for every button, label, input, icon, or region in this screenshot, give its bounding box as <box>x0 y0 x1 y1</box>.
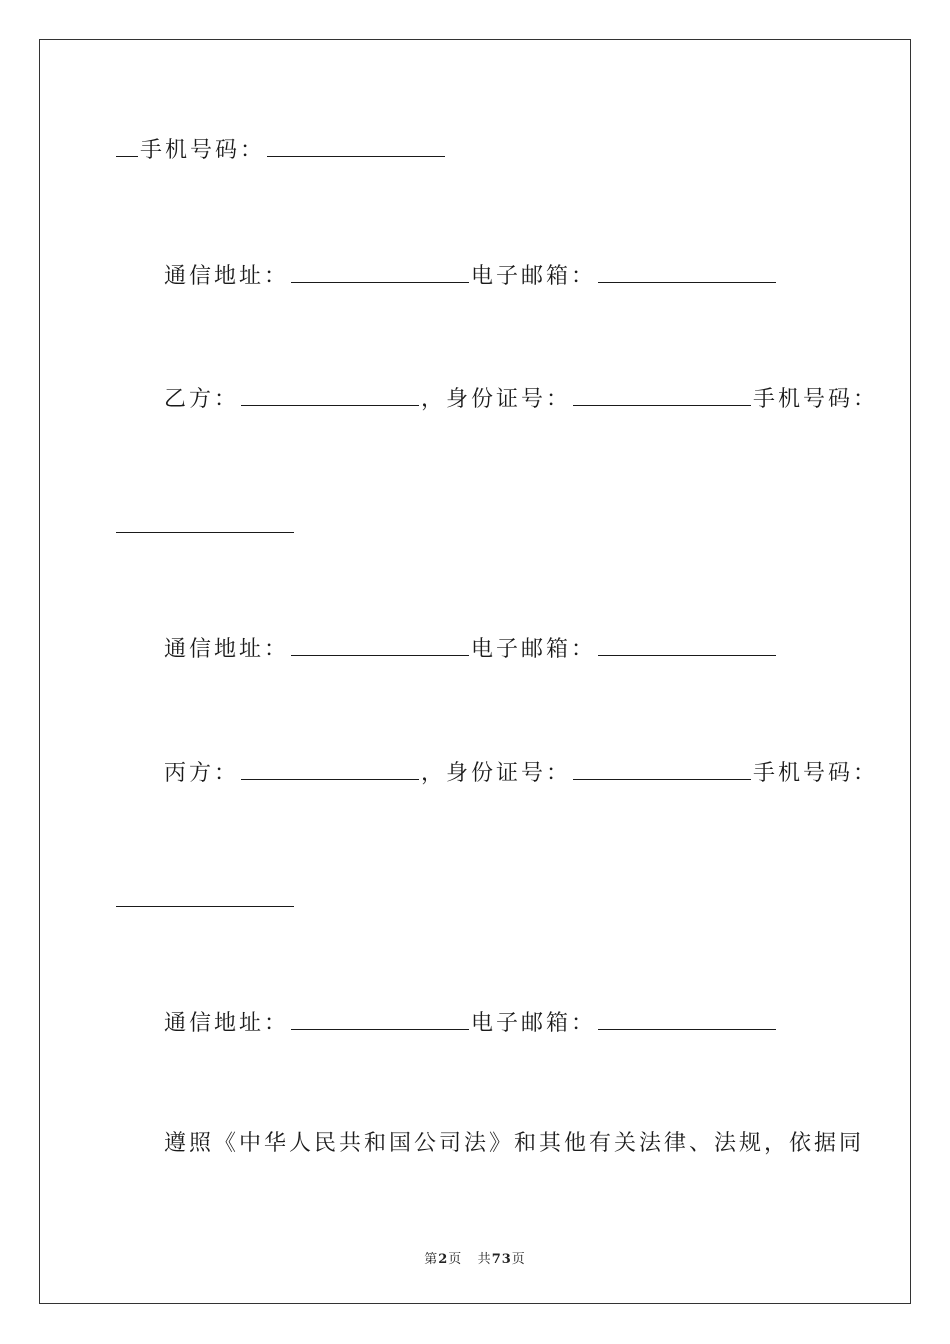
id-blank[interactable] <box>573 383 751 406</box>
address-label: 通信地址： <box>164 264 290 289</box>
address-label: 通信地址： <box>164 637 290 662</box>
address-blank[interactable] <box>291 633 469 656</box>
party-b-phone-blank[interactable] <box>116 532 294 533</box>
email-label: 电子邮箱： <box>471 264 597 289</box>
page-border <box>39 39 911 1304</box>
address-blank[interactable] <box>291 260 469 283</box>
id-label: 身份证号： <box>446 387 572 412</box>
email-label: 电子邮箱： <box>471 637 597 662</box>
party-b-name-blank[interactable] <box>241 383 419 406</box>
phone-label: 手机号码： <box>753 761 879 786</box>
total-suffix: 页 <box>511 1252 526 1267</box>
id-label: 身份证号： <box>446 761 572 786</box>
page-suffix: 页 <box>448 1252 463 1267</box>
page-footer <box>0 1248 950 1267</box>
total-prefix: 共 <box>477 1252 492 1267</box>
page-prefix: 第 <box>424 1252 439 1267</box>
email-blank[interactable] <box>598 260 776 283</box>
party-b-address-line <box>164 633 778 665</box>
email-blank[interactable] <box>598 1007 776 1030</box>
phone-label: 手机号码： <box>753 387 879 412</box>
phone-blank[interactable] <box>267 134 445 157</box>
phone-label: 手机号码： <box>140 138 266 163</box>
party-c-label: 丙方： <box>164 761 240 786</box>
page-total: 73 <box>491 1252 512 1267</box>
email-blank[interactable] <box>598 633 776 656</box>
id-blank[interactable] <box>573 757 751 780</box>
party-a-address-line <box>164 260 778 292</box>
party-c-phone-blank[interactable] <box>116 906 294 907</box>
party-c-address-line <box>164 1007 778 1039</box>
preamble-paragraph: 遵照《中华人民共和国公司法》和其他有关法律、法规，依据同 <box>164 1131 865 1156</box>
party-a-phone-line <box>116 134 447 166</box>
party-b-line <box>164 383 878 415</box>
email-label: 电子邮箱： <box>471 1011 597 1036</box>
page-current: 2 <box>438 1252 449 1267</box>
separator: ， <box>421 761 447 786</box>
blank-field[interactable] <box>116 134 138 157</box>
address-blank[interactable] <box>291 1007 469 1030</box>
separator: ， <box>421 387 447 412</box>
party-c-name-blank[interactable] <box>241 757 419 780</box>
party-c-line <box>164 757 878 789</box>
party-b-label: 乙方： <box>164 387 240 412</box>
address-label: 通信地址： <box>164 1011 290 1036</box>
